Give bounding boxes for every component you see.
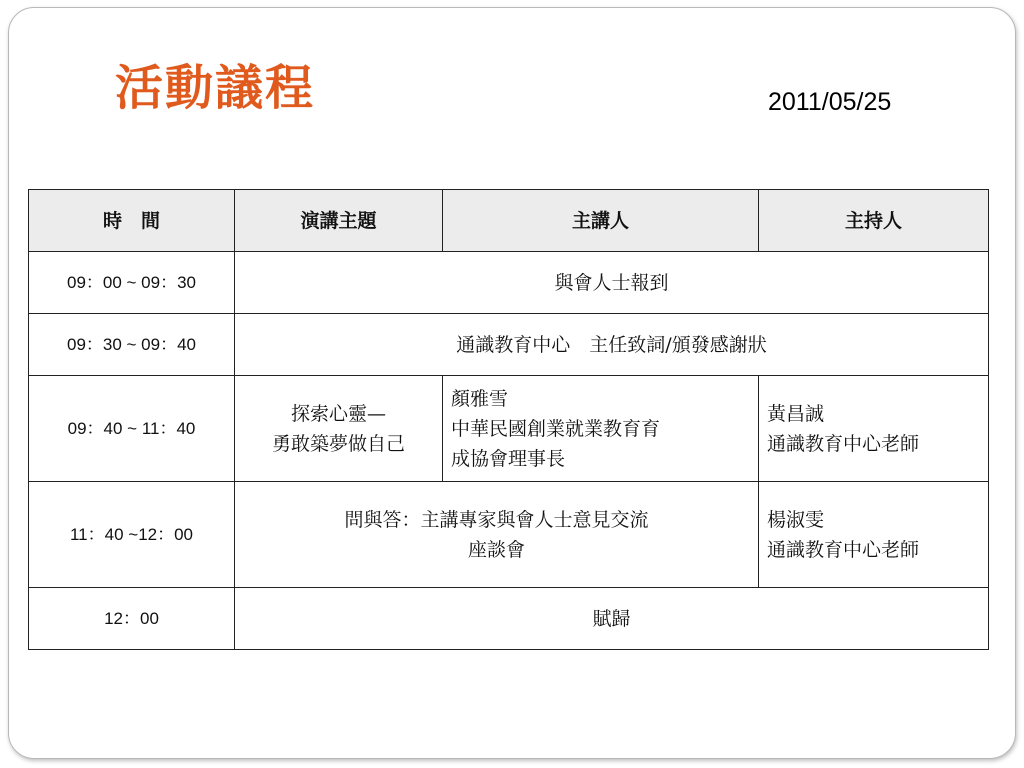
header-time: 時 間 [29,190,235,252]
row-time: 09：00 ~ 09：30 [29,252,235,314]
table-row [29,252,989,314]
row-host: 黃昌誠 通識教育中心老師 [759,376,989,482]
row-topic: 探索心靈— 勇敢築夢做自己 [235,376,443,482]
row-time: 12：00 [29,588,235,650]
table-row [29,482,989,588]
row-host: 楊淑雯 通識教育中心老師 [759,482,989,588]
row-time: 09：30 ~ 09：40 [29,314,235,376]
table-row [29,376,989,482]
slide-title: 活動議程 [115,60,316,116]
header-host: 主持人 [759,190,989,252]
row-activity: 賦歸 [235,588,989,650]
row-activity: 與會人士報到 [235,252,989,314]
table-header-row [29,190,989,252]
slide-date: 2011/05/25 [768,88,892,116]
agenda-table [28,189,989,650]
row-speaker: 顏雅雪 中華民國創業就業教育育 成協會理事長 [443,376,759,482]
row-topic-speaker: 問與答：主講專家與會人士意見交流 座談會 [235,482,759,588]
row-time: 11：40 ~12：00 [29,482,235,588]
row-time: 09：40 ~ 11：40 [29,376,235,482]
row-activity: 通識教育中心 主任致詞/頒發感謝狀 [235,314,989,376]
header-topic: 演講主題 [235,190,443,252]
table-row [29,314,989,376]
table-row [29,588,989,650]
header-speaker: 主講人 [443,190,759,252]
